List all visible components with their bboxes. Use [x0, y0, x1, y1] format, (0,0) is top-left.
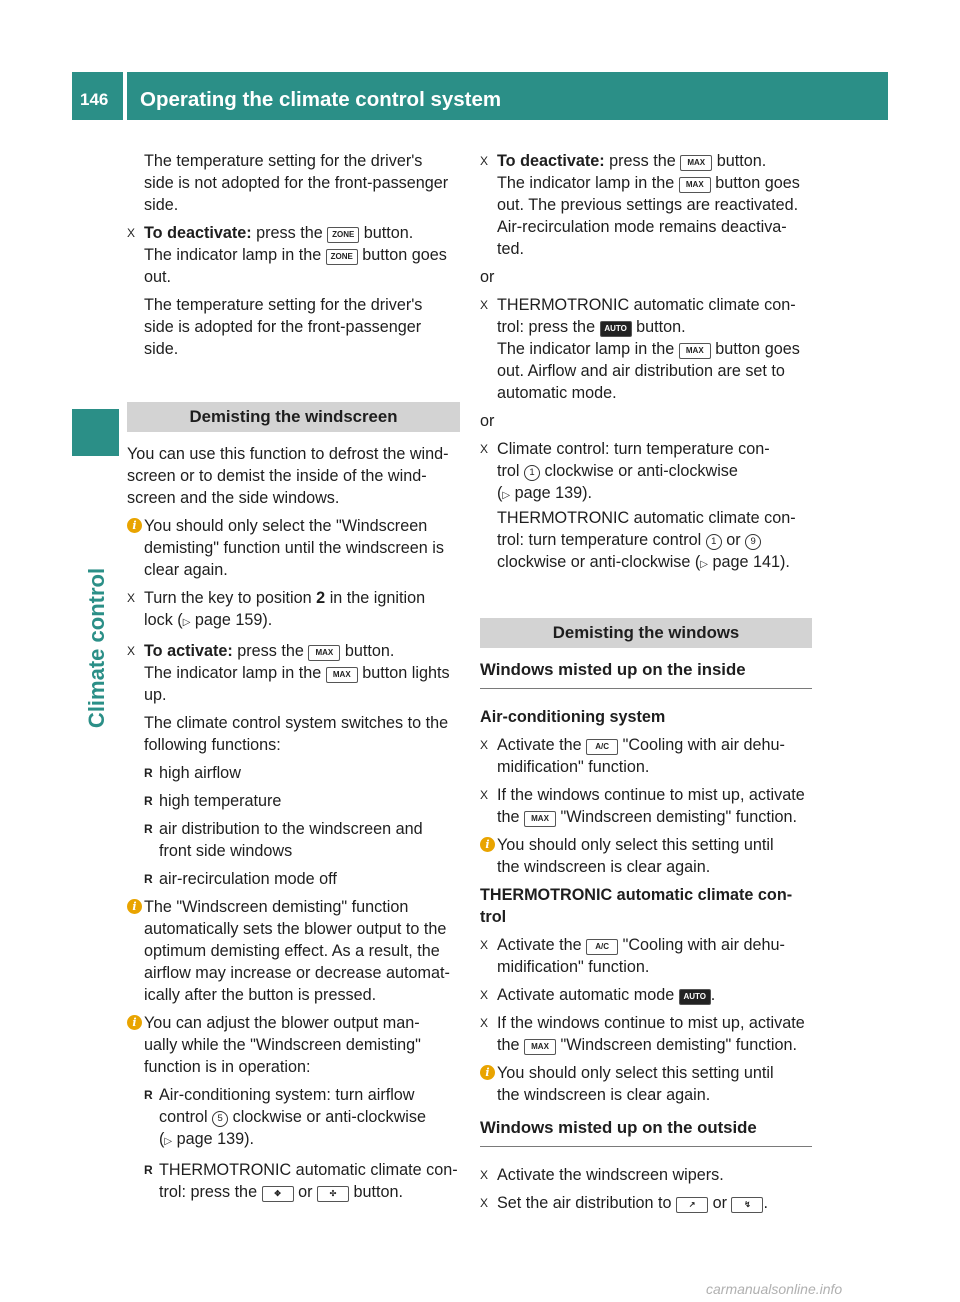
action-arrow-icon: X [480, 1016, 489, 1030]
action-arrow-icon: X [480, 1196, 489, 1210]
info-note: i You should only select the "Windscreen demisting" function until the windscreen is clear again. [127, 515, 460, 581]
bullet-icon: R [144, 794, 153, 808]
instruction-thermotronic: X THERMOTRONIC automatic climate con- trol: press the AUTO button. The indicator lamp in the MAX button goes out. Airflow and air distribution are set to automatic mode. [480, 296, 800, 402]
watermark: carmanualsonline.info [706, 1281, 843, 1297]
text-line: You can use this function to defrost the wind- [127, 445, 449, 463]
ac-button-icon: A/C [586, 939, 618, 955]
windscreen-max-icon: MAX [524, 1039, 556, 1055]
auto-button-icon: AUTO [600, 321, 632, 337]
header-divider [123, 72, 127, 120]
page-ref-arrow-icon: ▷ [164, 1136, 173, 1147]
list-item: R high temperature [144, 792, 282, 810]
info-icon: i [127, 518, 142, 533]
list-item: R high airflow [144, 764, 241, 782]
side-section-label: Climate control [84, 567, 109, 729]
section-heading-windows: Demisting the windows [480, 618, 812, 648]
action-arrow-icon: X [480, 154, 489, 168]
text-line: screen and the side windows. [127, 489, 340, 507]
control-1-icon: 1 [706, 534, 722, 550]
auto-button-icon: AUTO [679, 989, 711, 1005]
instruction-auto-mode: X Activate automatic mode AUTO . [480, 986, 716, 1004]
action-arrow-icon: X [480, 738, 489, 752]
windscreen-max-icon: MAX [308, 645, 340, 661]
windscreen-max-icon: MAX [524, 811, 556, 827]
bullet-icon: R [144, 822, 153, 836]
subheading-ac: Air-conditioning system [480, 708, 666, 726]
list-item: R air-recirculation mode off [144, 870, 337, 888]
instruction-ac: X Activate the A/C "Cooling with air dehu- midification" function. [480, 736, 785, 776]
section-heading-windscreen: Demisting the windscreen [127, 402, 460, 432]
action-arrow-icon: X [480, 988, 489, 1002]
windscreen-max-icon: MAX [679, 177, 711, 193]
bullet-icon: R [144, 1088, 153, 1102]
action-arrow-icon: X [480, 1168, 489, 1182]
info-note: i You should only select this setting until the windscreen is clear again. [480, 834, 812, 878]
action-arrow-icon: X [480, 938, 489, 952]
airflow-down-icon: ✣ [317, 1186, 349, 1202]
action-arrow-icon: X [480, 788, 489, 802]
subheading-outside: Windows misted up on the outside [480, 1117, 812, 1147]
text-line: side. [144, 196, 179, 214]
list-item: R air distribution to the windscreen and front side windows [144, 820, 423, 860]
instruction-ac-demist: X If the windows continue to mist up, activate the MAX "Windscreen demisting" function. [480, 786, 805, 826]
windscreen-max-icon: MAX [679, 343, 711, 359]
airflow-up-icon: ✥ [262, 1186, 294, 1202]
page-number: 146 [80, 90, 109, 109]
page-ref-arrow-icon: ▷ [182, 617, 191, 628]
info-note: i You can adjust the blower output man- ually while the "Windscreen demisting" function is in operation: [127, 1012, 460, 1078]
instruction-ignition: X Turn the key to position 2 in the ignition lock (▷ page 159). [127, 589, 426, 629]
instruction-temperature: X Climate control: turn temperature con- trol 1 clockwise or anti-clockwise (▷ page 139). THERMOTRONIC automatic climate con- trol: turn temperature control 1 or 9 clockwise or anti-clockwise (▷ page 141). [480, 440, 796, 571]
info-icon: i [480, 837, 495, 852]
bullet-icon: R [144, 766, 153, 780]
page-title: Operating the climate control system [140, 88, 502, 111]
text-line: side is not adopted for the front-passenger [144, 174, 449, 192]
page-ref-arrow-icon: ▷ [700, 559, 708, 570]
left-column [127, 150, 460, 1203]
control-1-icon: 1 [524, 465, 540, 481]
control-5-icon: 5 [212, 1111, 228, 1127]
air-distribution-windscreen-icon: ↗ [676, 1197, 708, 1213]
info-note: i The "Windscreen demisting" function automatically sets the blower output to the optimum demisting effect. As a result, the airflow may increase or decrease automat- ically after the button is pressed. [127, 896, 460, 1006]
instruction-thermo-ac: X Activate the A/C "Cooling with air dehu- midification" function. [480, 936, 785, 976]
text-line: The temperature setting for the driver's [144, 152, 423, 170]
side-tab-marker [72, 409, 119, 456]
list-item: R THERMOTRONIC automatic climate con- trol: press the ✥ or ✣ button. [144, 1161, 458, 1201]
action-arrow-icon: X [127, 591, 136, 605]
info-note: i You should only select this setting until the windscreen is clear again. [480, 1062, 812, 1106]
control-9-icon: 9 [745, 534, 761, 550]
subheading-inside: Windows misted up on the inside [480, 659, 812, 689]
bullet-icon: R [144, 1163, 153, 1177]
instruction-deactivate-zone: X To deactivate: press the ZONE button. The indicator lamp in the ZONE button goes out. The temperature setting for the driver's side is adopted for the front-passenger side. [127, 224, 447, 358]
info-icon: i [127, 1015, 142, 1030]
text-line: or [480, 268, 495, 286]
windscreen-max-icon: MAX [326, 667, 358, 683]
text-line: or [480, 412, 495, 430]
ac-button-icon: A/C [586, 739, 618, 755]
page-ref-arrow-icon: ▷ [502, 490, 511, 501]
instruction-air-distribution: X Set the air distribution to ↗ or ↯ . [480, 1194, 768, 1212]
info-icon: i [480, 1065, 495, 1080]
text-line: screen or to demist the inside of the wind- [127, 467, 427, 485]
bullet-icon: R [144, 872, 153, 886]
list-item: R Air-conditioning system: turn airflow control 5 clockwise or anti-clockwise (▷ page 139). [144, 1086, 426, 1148]
action-arrow-icon: X [127, 644, 136, 658]
action-arrow-icon: X [127, 226, 136, 240]
info-icon: i [127, 899, 142, 914]
instruction-thermo-demist: X If the windows continue to mist up, activate the MAX "Windscreen demisting" function. [480, 1014, 805, 1054]
instruction-wipers: X Activate the windscreen wipers. [480, 1166, 724, 1184]
subheading-thermotronic: THERMOTRONIC automatic climate con- trol [480, 886, 793, 926]
windscreen-max-icon: MAX [680, 155, 712, 171]
instruction-activate: X To activate: press the MAX button. The indicator lamp in the MAX button lights up. The climate control system switches to the following functions: [127, 642, 450, 754]
right-column [480, 150, 812, 1214]
zone-button-icon: ZONE [327, 227, 359, 243]
action-arrow-icon: X [480, 442, 489, 456]
zone-button-icon: ZONE [326, 249, 358, 265]
action-arrow-icon: X [480, 298, 489, 312]
instruction-deactivate: X To deactivate: press the MAX button. The indicator lamp in the MAX button goes out. The previous settings are reactivated. Air-recirculation mode remains deactiva- ted. [480, 152, 800, 258]
air-distribution-windscreen-footwell-icon: ↯ [731, 1197, 763, 1213]
